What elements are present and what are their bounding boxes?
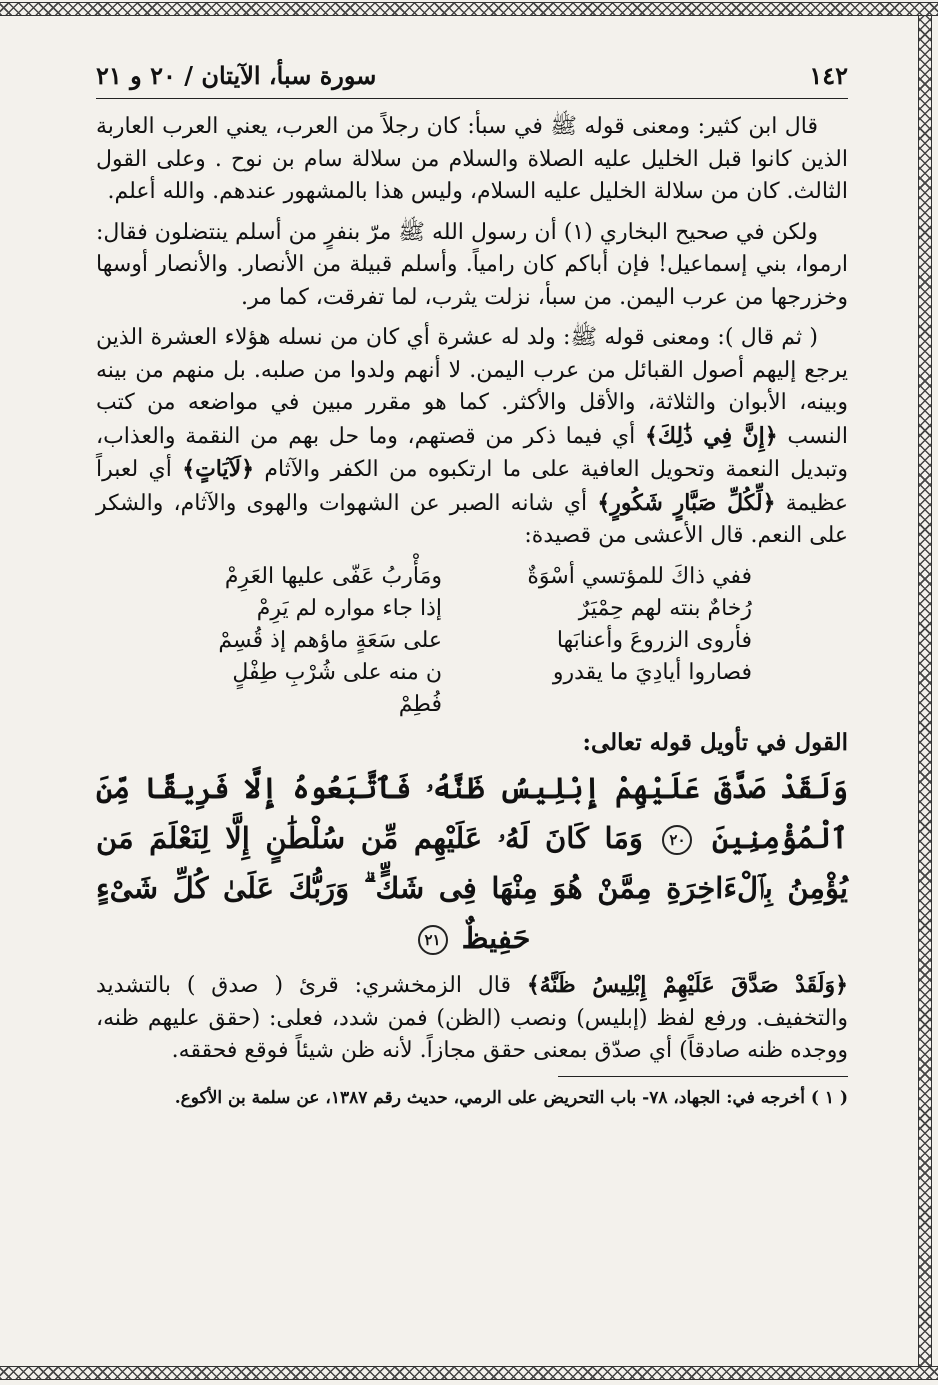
text-segment: أي فيما ذكر من قصتهم، وما حل بهم من النقمة والعذاب، وتبديل النعمة وتحويل العافية على ما ارتكبوه من الكفر والآثام	[96, 423, 849, 482]
decorative-border-top	[0, 2, 938, 16]
text-segment: أي لعبراً عظيمة	[96, 457, 849, 516]
text-segment: ( ثم قال ): ومعنى قوله ﷺ: ولد له عشرة أي كان من نسله هؤلاء العشرة الذين يرجع إليهم أصول القبائل من عرب اليمن. لا أنهم ولدوا من صلبه. بل منهم من بينه وبينه، الأبوان والثلاثة، والأقل والأكثر. كما هو مقرر مبين في مواضعه من كتب النسب	[96, 325, 848, 449]
quran-verse-block	[96, 763, 848, 963]
poem-hemistich: ن منه على شُرْبِ طِفْلٍ فُطِمْ	[232, 659, 442, 717]
quran-quote: ﴿لِّكُلِّ صَبَّارٍ شَكُورٍ﴾	[597, 489, 776, 516]
poem	[192, 561, 752, 721]
paragraph-bukhari: ولكن في صحيح البخاري (١) أن رسول الله ﷺ مرّ بنفرٍ من أسلم ينتضلون فقال: ارموا، بني إسماعيل! فإن أباكم كان رامياً. وأسلم قبيلة من الأنصار. والأنصار أوسها وخزرجها من عرب اليمن. من سبأ، نزلت يثرب، لما تفرقت، كما مر.	[96, 219, 848, 310]
page-content	[96, 60, 848, 1119]
verse-text: وَلَقَدْ صَدَّقَ عَلَيْهِمْ إِبْلِيسُ ظَنَّهُۥ فَٱتَّبَعُوهُ إِلَّا فَرِيقًا مِّنَ ٱلْمُؤْمِنِينَ	[96, 771, 848, 855]
poem-hemistich: ففي ذاكَ للمؤتسي أسْوَةٌ	[527, 563, 752, 589]
running-header	[96, 60, 848, 99]
decorative-border-bottom	[0, 1366, 938, 1380]
poem-hemistich: ومَأْربُ عَفّى عليها العَرِمْ	[224, 563, 442, 589]
poem-hemistich: على سَعَةٍ ماؤهم إذ قُسِمْ	[218, 627, 442, 653]
quran-quote: ﴿إِنَّ فِي ذَٰلِكَ﴾	[644, 422, 778, 449]
page-number: ١٤٢	[809, 61, 848, 90]
paragraph-ibn-kathir: قال ابن كثير: ومعنى قوله ﷺ في سبأ: كان رجلاً من العرب، يعني العرب العاربة الذين كانوا قبل الخليل عليه الصلاة والسلام من سلالة سام بن نوح . وعلى القول الثالث. كان من سلالة الخليل عليه السلام، وليس هذا بالمشهور عندهم. والله أعلم.	[96, 114, 848, 204]
verse-number-marker: ٢٠	[662, 825, 692, 855]
paragraph-zamakhshari	[96, 969, 848, 1068]
section-title: القول في تأويل قوله تعالى:	[582, 728, 848, 756]
verse-text: وَمَا كَانَ لَهُۥ عَلَيْهِم مِّن سُلْطَٰنٍ إِلَّا لِنَعْلَمَ مَن يُؤْمِنُ بِٱلْءَاخِرَةِ مِمَّنْ هُوَ مِنْهَا فِى شَكٍّ ۗ وَرَبُّكَ عَلَىٰ كُلِّ شَىْءٍ حَفِيظٌ	[96, 821, 848, 955]
surah-title: سورة سبأ، الآيتان / ٢٠ و ٢١	[96, 61, 377, 90]
footnote-divider	[558, 1076, 848, 1077]
quran-quote: ﴿لَآيَاتٍ﴾	[182, 456, 255, 482]
decorative-border-right	[918, 16, 932, 1366]
poem-hemistich: فصاروا أيادِيَ ما يقدرو	[552, 659, 752, 685]
poem-hemistich: فأروى الزروعَ وأعنابَها	[556, 627, 752, 653]
paragraph-lineage	[96, 322, 848, 553]
text-segment: قال الزمخشري: قرئ ( صدق ) بالتشديد والتخفيف. ورفع لفظ (إبليس) ونصب (الظن) فمن شدد، فعلى: (حقق عليهم ظنه، ووجده ظنه صادقاً) أي صدّق بمعنى حقق مجازاً. لأنه ظن شيئاً فوقع فحققه.	[96, 973, 848, 1063]
quran-quote: ﴿وَلَقَدْ صَدَّقَ عَلَيْهِمْ إِبْلِيسُ ظَنَّهُ﴾	[526, 972, 848, 998]
verse-number-marker: ٢١	[418, 925, 448, 955]
footnote: ( ١ ) أخرجه في: الجهاد، ٧٨- باب التحريض على الرمي، حديث رقم ١٣٨٧، عن سلمة بن الأكوع.	[174, 1087, 848, 1108]
text-segment: أي شانه الصبر عن الشهوات والهوى والآثام، والشكر على النعم. قال الأعشى من قصيدة:	[96, 490, 848, 548]
poem-hemistich: إذا جاء مواره لم يَرِمْ	[256, 595, 442, 621]
poem-hemistich: رُخامٌ بنته لهم حِمْيَرٌ	[578, 595, 752, 621]
